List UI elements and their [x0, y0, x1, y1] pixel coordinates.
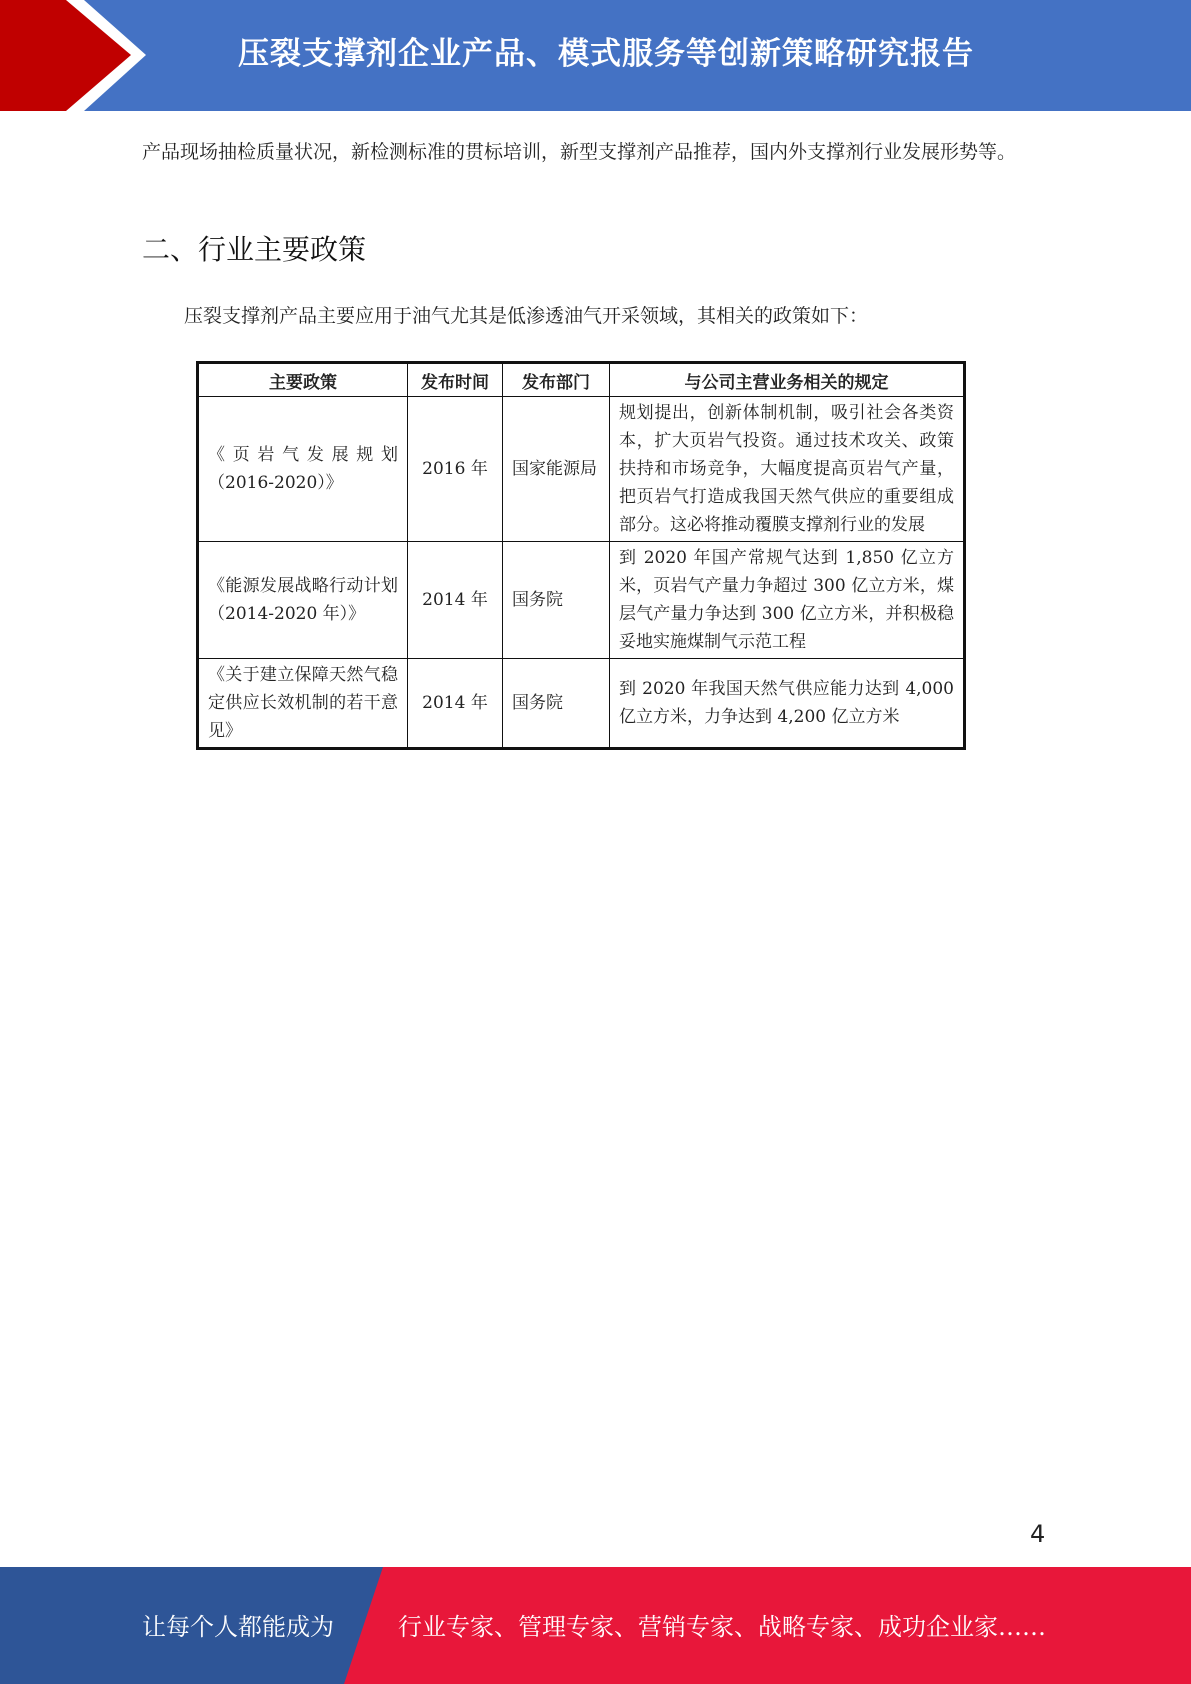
header-banner	[0, 0, 1191, 111]
page-number: 4	[1030, 1520, 1046, 1548]
policy-table	[196, 361, 966, 750]
header-policy: 主要政策	[198, 363, 408, 397]
header-rule: 与公司主营业务相关的规定	[610, 363, 965, 397]
header-chevron-decoration	[0, 0, 150, 111]
intro-paragraph: 压裂支撑剂产品主要应用于油气尤其是低渗透油气开采领域，其相关的政策如下：	[184, 305, 869, 327]
footer-slogan-right: 行业专家、管理专家、营销专家、战略专家、成功企业家……	[398, 1613, 1046, 1641]
policy-date: 2016 年	[408, 397, 503, 542]
policy-name: 《页岩气发展规划（2016-2020）》	[198, 397, 408, 542]
policy-department: 国家能源局	[503, 397, 610, 542]
table-row	[198, 542, 965, 659]
continuation-paragraph: 产品现场抽检质量状况，新检测标准的贯标培训，新型支撑剂产品推荐，国内外支撑剂行业发展形势等。	[142, 141, 1017, 163]
table-row	[198, 659, 965, 749]
section-heading: 二、行业主要政策	[142, 233, 367, 266]
policy-date: 2014 年	[408, 659, 503, 749]
header-department: 发布部门	[503, 363, 610, 397]
report-title: 压裂支撑剂企业产品、模式服务等创新策略研究报告	[238, 36, 974, 72]
table-row	[198, 397, 965, 542]
policy-name: 《关于建立保障天然气稳定供应长效机制的若干意见》	[198, 659, 408, 749]
policy-department: 国务院	[503, 542, 610, 659]
table-header-row	[198, 363, 965, 397]
policy-rule: 规划提出，创新体制机制，吸引社会各类资本，扩大页岩气投资。通过技术攻关、政策扶持和市场竞争，大幅度提高页岩气产量，把页岩气打造成我国天然气供应的重要组成部分。这必将推动覆膜支撑剂行业的发展	[610, 397, 965, 542]
policy-rule: 到 2020 年国产常规气达到 1,850 亿立方米，页岩气产量力争超过 300 亿立方米，煤层气产量力争达到 300 亿立方米，并积极稳妥地实施煤制气示范工程	[610, 542, 965, 659]
header-date: 发布时间	[408, 363, 503, 397]
policy-rule: 到 2020 年我国天然气供应能力达到 4,000 亿立方米，力争达到 4,200 亿立方米	[610, 659, 965, 749]
policy-name: 《能源发展战略行动计划（2014-2020 年）》	[198, 542, 408, 659]
policy-date: 2014 年	[408, 542, 503, 659]
footer-banner	[0, 1567, 1191, 1684]
policy-department: 国务院	[503, 659, 610, 749]
footer-slogan-left: 让每个人都能成为	[142, 1613, 334, 1641]
